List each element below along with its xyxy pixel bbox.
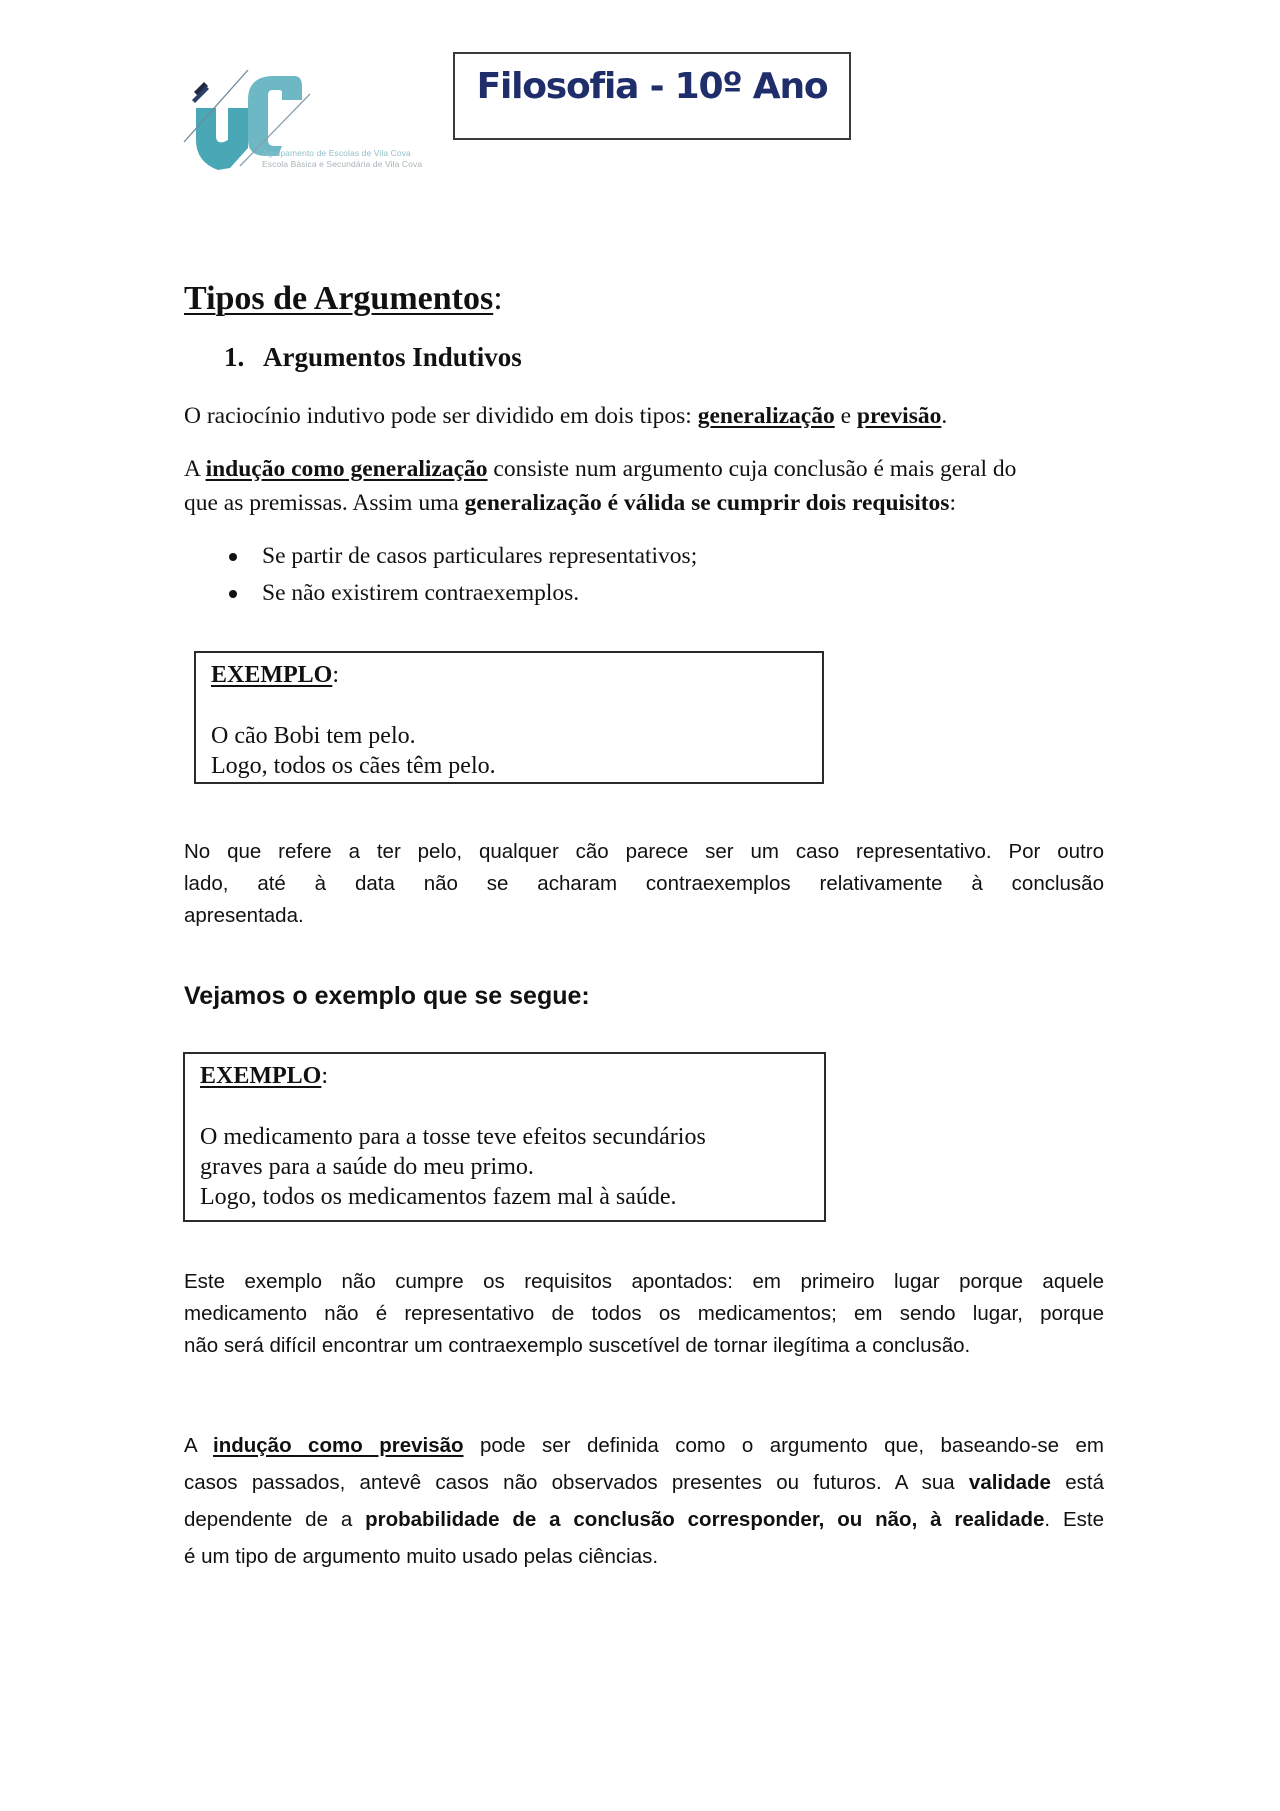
example-body bbox=[200, 1122, 706, 1212]
example-intro-heading: Vejamos o exemplo que se segue: bbox=[184, 982, 590, 1010]
requirement-text: Se não existirem contraexemplos. bbox=[262, 580, 580, 606]
generalization-validity-rule: generalização é válida se cumprir dois requisitos bbox=[464, 490, 950, 516]
section-title-text: Tipos de Argumentos bbox=[184, 280, 494, 317]
example-box-medicine bbox=[183, 1052, 826, 1222]
prediction-prefix: A bbox=[184, 1434, 214, 1457]
generalization-prefix: A bbox=[184, 456, 206, 482]
example-heading-colon: : bbox=[321, 1063, 329, 1089]
subsection-title bbox=[224, 342, 522, 373]
bullet-icon bbox=[229, 590, 237, 598]
term-validity: validade bbox=[968, 1471, 1051, 1494]
requirements-list bbox=[184, 538, 697, 612]
example-box-dog bbox=[194, 651, 824, 784]
example-body bbox=[211, 721, 496, 781]
intro-suffix: . bbox=[941, 403, 948, 429]
example-heading bbox=[200, 1063, 328, 1090]
list-item bbox=[184, 575, 697, 612]
prediction-line-2-prefix: casos passados, antevê casos não observados presentes ou futuros. A sua bbox=[184, 1471, 969, 1494]
logo-caption-line-1: Agrupamento de Escolas de Vila Cova bbox=[262, 148, 411, 158]
analysis-1-line: No que refere a ter pelo, qualquer cão parece ser um caso representativo. Por outro bbox=[184, 840, 1104, 863]
section-title-colon: : bbox=[493, 280, 503, 317]
generalization-line-1-rest: consiste num argumento cuja conclusão é mais geral do bbox=[487, 456, 1017, 482]
section-title bbox=[184, 280, 503, 318]
prediction-paragraph bbox=[184, 1427, 1104, 1575]
analysis-2-line: Este exemplo não cumpre os requisitos apontados: em primeiro lugar porque aquele bbox=[184, 1270, 1104, 1293]
intro-joiner: e bbox=[834, 403, 857, 429]
subsection-number: 1. bbox=[224, 342, 245, 372]
prediction-line-3 bbox=[184, 1501, 1104, 1538]
prediction-line-1 bbox=[184, 1427, 1104, 1464]
prediction-line-3-prefix: dependente de a bbox=[184, 1508, 366, 1531]
analysis-2-line: medicamento não é representativo de todos os medicamentos; em sendo lugar, porque bbox=[184, 1302, 1104, 1325]
logo-caption-line-2: Escola Básica e Secundária de Vila Cova bbox=[262, 159, 423, 169]
example-heading-text: EXEMPLO bbox=[211, 662, 333, 688]
example-premise: graves para a saúde do meu primo. bbox=[200, 1154, 534, 1180]
prediction-line-2-suffix: está bbox=[1050, 1471, 1104, 1494]
example-conclusion: Logo, todos os medicamentos fazem mal à saúde. bbox=[200, 1184, 677, 1210]
requirement-text: Se partir de casos particulares representativos; bbox=[262, 543, 698, 569]
generalization-paragraph bbox=[184, 452, 1016, 520]
analysis-1-line: apresentada. bbox=[184, 904, 304, 927]
generalization-line-2-prefix: que as premissas. Assim uma bbox=[184, 490, 465, 516]
term-prediction: previsão bbox=[856, 403, 942, 429]
analysis-paragraph-2 bbox=[184, 1266, 1104, 1362]
prediction-line-3-suffix: . Este bbox=[1044, 1508, 1104, 1531]
prediction-line-1-rest: pode ser definida como o argumento que, baseando-se em bbox=[463, 1434, 1104, 1457]
generalization-line-2 bbox=[184, 486, 1016, 520]
example-conclusion: Logo, todos os cães têm pelo. bbox=[211, 753, 496, 779]
generalization-line-2-suffix: : bbox=[949, 490, 956, 516]
term-generalization: generalização bbox=[697, 403, 835, 429]
term-induction-prediction: indução como previsão bbox=[213, 1434, 464, 1457]
intro-paragraph bbox=[184, 399, 947, 433]
example-heading bbox=[211, 662, 339, 689]
bullet-icon bbox=[229, 553, 237, 561]
analysis-1-line: lado, até à data não se acharam contraexemplos relativamente à conclusão bbox=[184, 872, 1104, 895]
analysis-2-line: não será difícil encontrar um contraexemplo suscetível de tornar ilegítima a conclusão. bbox=[184, 1334, 971, 1357]
document-title: Filosofia - 10º Ano bbox=[476, 66, 828, 107]
example-premise: O medicamento para a tosse teve efeitos secundários bbox=[200, 1124, 706, 1150]
document-title-box bbox=[453, 52, 851, 140]
analysis-paragraph-1 bbox=[184, 836, 1104, 932]
prediction-line-2 bbox=[184, 1464, 1104, 1501]
generalization-line-1 bbox=[184, 452, 1016, 486]
example-premise: O cão Bobi tem pelo. bbox=[211, 723, 416, 749]
subsection-title-text: Argumentos Indutivos bbox=[263, 342, 522, 372]
list-item bbox=[184, 538, 697, 575]
prediction-line-4: é um tipo de argumento muito usado pelas ciências. bbox=[184, 1545, 659, 1568]
term-probability: probabilidade de a conclusão corresponder, ou não, à realidade bbox=[365, 1508, 1045, 1531]
term-induction-generalization: indução como generalização bbox=[205, 456, 488, 482]
intro-text: O raciocínio indutivo pode ser dividido em dois tipos: bbox=[184, 403, 698, 429]
example-heading-colon: : bbox=[332, 662, 340, 688]
school-logo bbox=[182, 70, 438, 176]
example-heading-text: EXEMPLO bbox=[200, 1063, 322, 1089]
